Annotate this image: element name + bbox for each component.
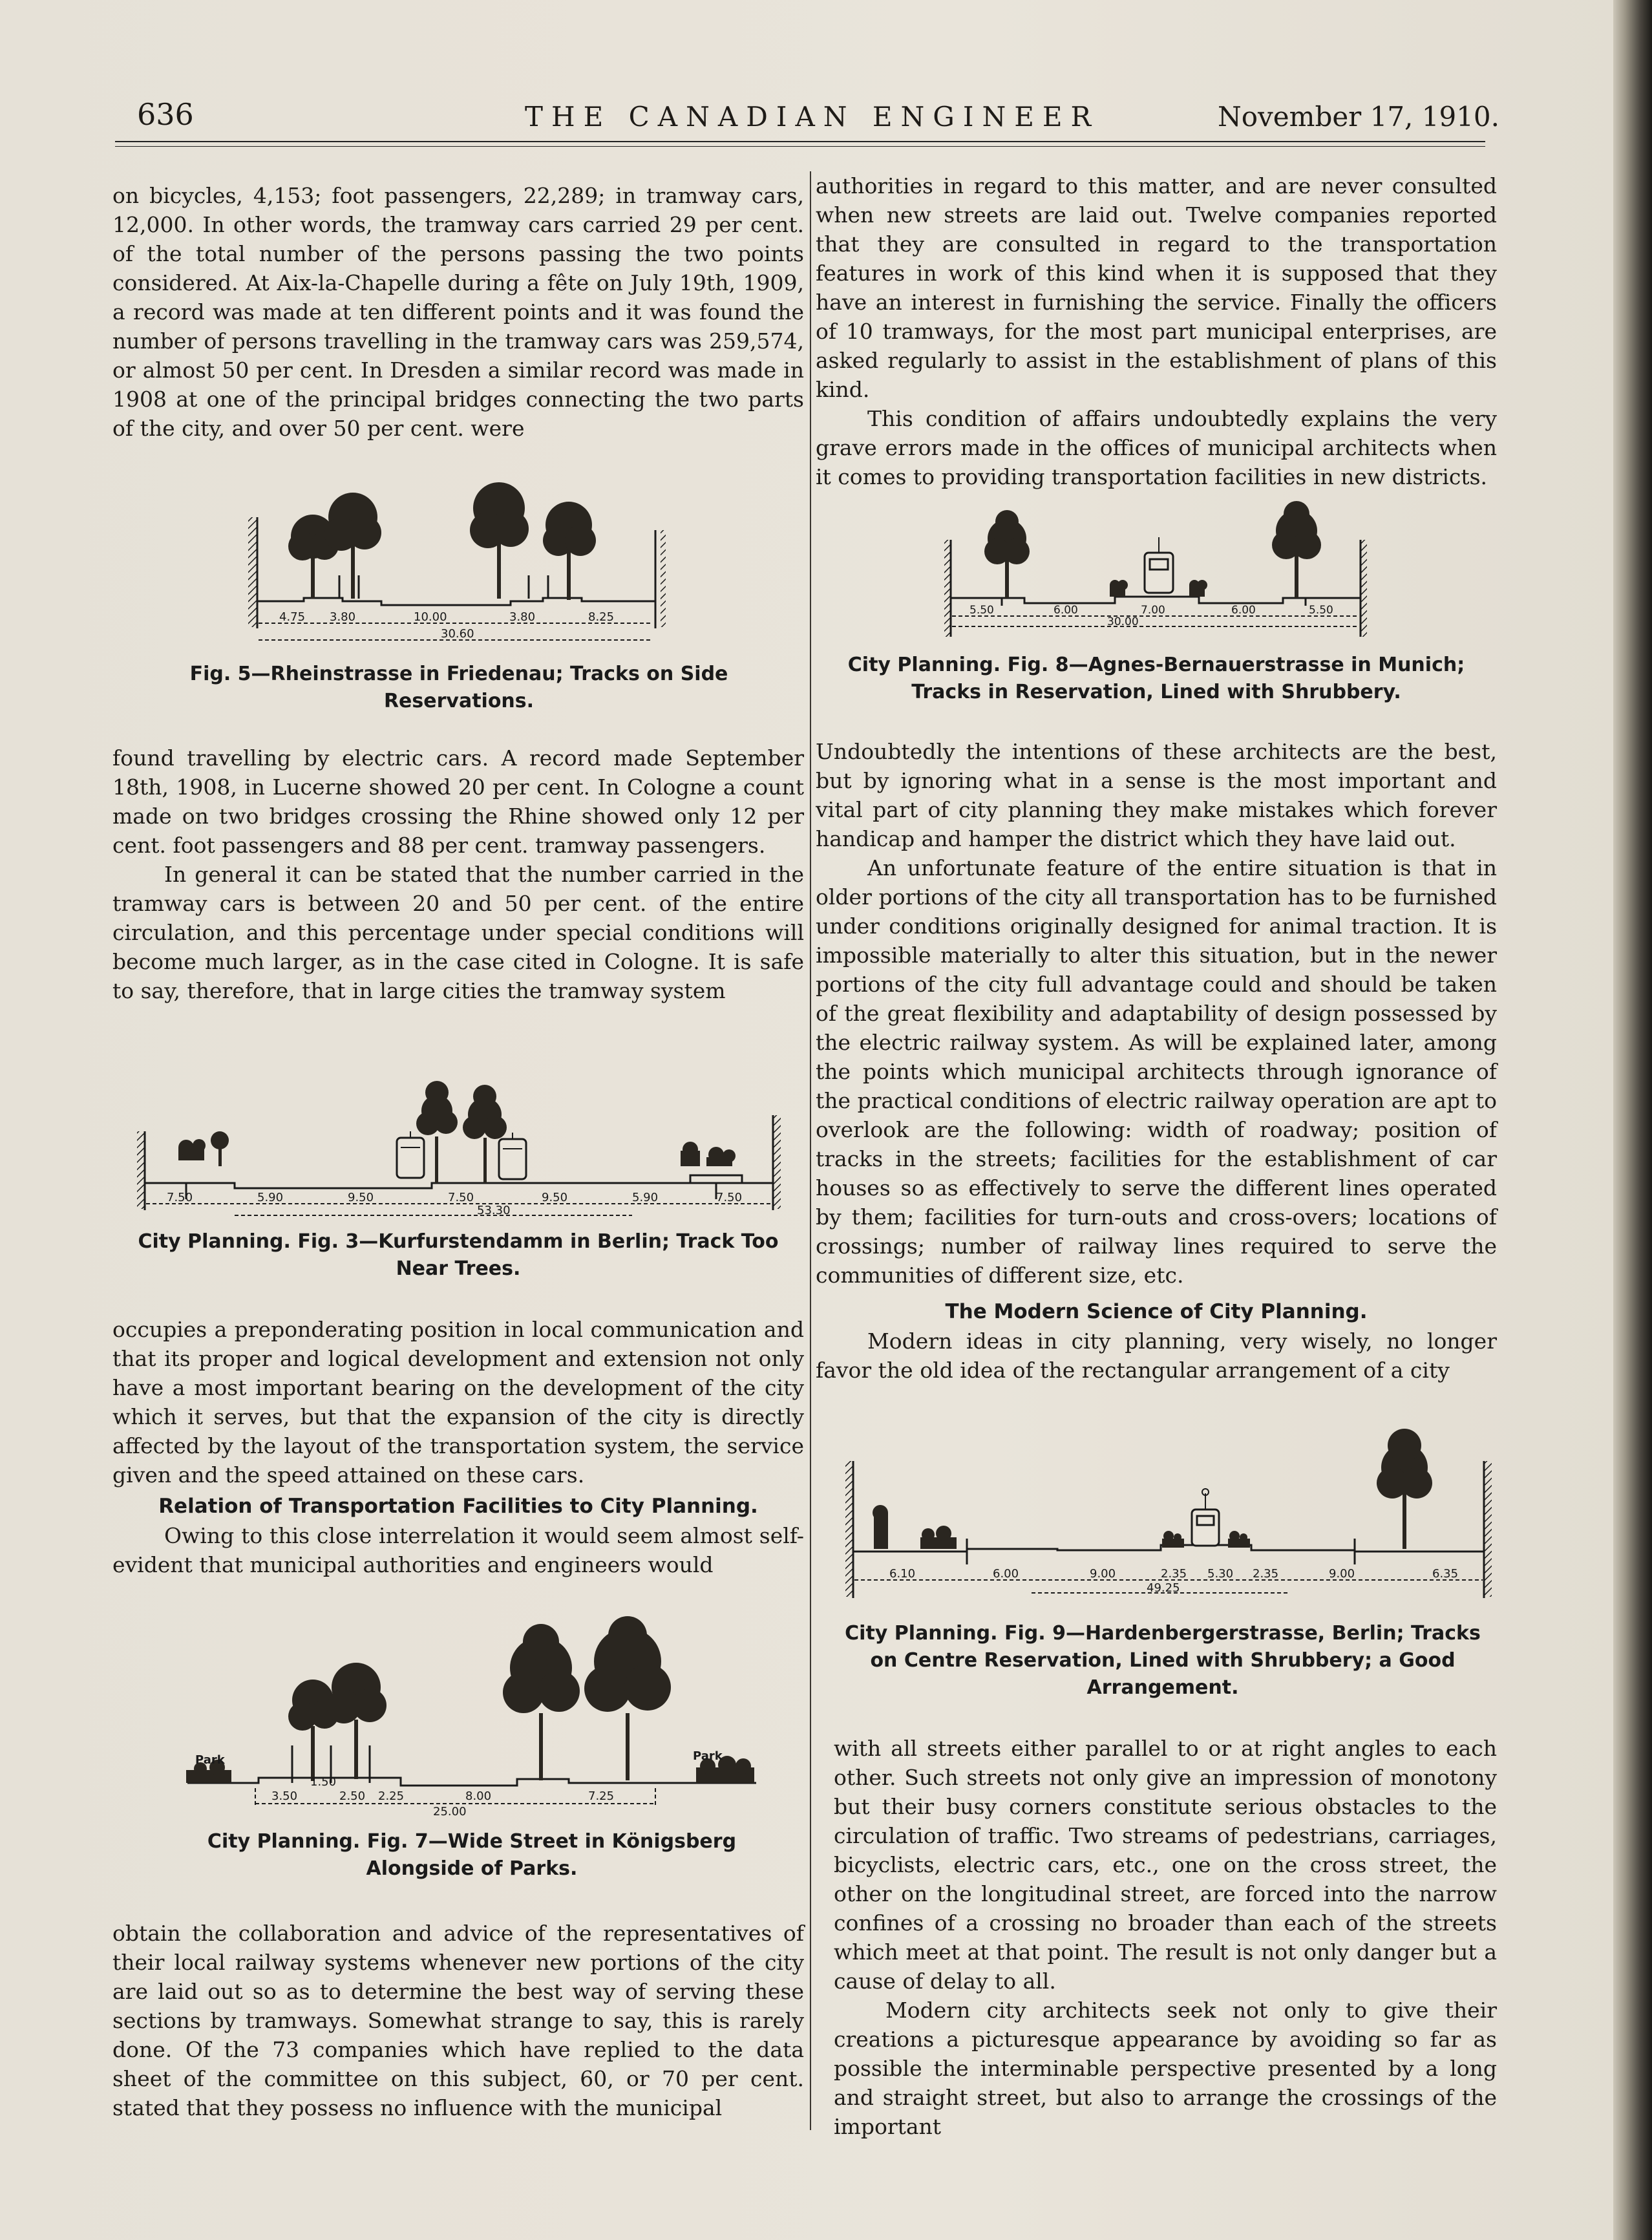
dim-label: 7.00	[1141, 604, 1165, 617]
journal-title: THE CANADIAN ENGINEER	[525, 101, 1100, 133]
dim-label: 6.35	[1432, 1567, 1459, 1581]
issue-date: November 17, 1910.	[1218, 101, 1499, 133]
right-block-1	[816, 171, 1497, 491]
section-heading: The Modern Science of City Planning.	[945, 1300, 1368, 1323]
dim-label: 5.30	[1207, 1567, 1234, 1581]
dim-label: 6.00	[1054, 604, 1078, 617]
paragraph: Undoubtedly the intentions of these architects are the best, but by ignoring what in a sense is the most important and vital part of city planning they make mistakes which forever handicap and hamper the district which they have laid out.	[816, 739, 1497, 851]
page-number: 636	[137, 97, 194, 132]
dim-label: 3.80	[330, 610, 356, 624]
dim-label: 8.25	[588, 610, 615, 624]
park-label: Park	[693, 1749, 723, 1763]
dim-label: 8.00	[465, 1789, 492, 1803]
dim-label: 6.00	[1231, 604, 1256, 617]
right-block-2	[816, 737, 1497, 1385]
figure-7-caption: City Planning. Fig. 7—Wide Street in Königsberg Alongside of Parks.	[207, 1830, 737, 1880]
dim-label: 10.00	[414, 610, 447, 624]
paragraph: obtain the collaboration and advice of the representatives of their local railway systems whenever new portions of the city are laid out so as to determine the best way of serving these sections by tramways. Somewhat strange to say, this is rarely done. Of the 73 companies which have replied to the data sheet of the committee on this subject, 60, or 70 per cent. stated that they possess no influence with the municipal	[112, 1921, 804, 2120]
dim-label: 9.50	[542, 1191, 568, 1204]
right-block-3	[834, 1734, 1497, 2141]
dim-label: 5.50	[969, 604, 994, 617]
dim-label: 7.50	[448, 1191, 474, 1204]
dim-label: 6.10	[889, 1567, 916, 1581]
paragraph: occupies a preponderating position in local communication and that its proper and logical development and extension not only have a most important bearing on the development of the city which it serves, but that the expansion of the city is directly affected by the layout of the transportation system, the service given and the speed attained on these cars.	[112, 1317, 804, 1488]
paragraph: Modern city architects seek not only to give their creations a picturesque appearance by avoiding so far as possible the interminable perspective presented by a long and straight street, but also to arrange the crossings of the important	[834, 1998, 1497, 2139]
dim-label: 5.90	[632, 1191, 659, 1204]
figure-3	[122, 1060, 794, 1228]
dim-label: 3.50	[271, 1789, 298, 1803]
figure-8-caption: City Planning. Fig. 8—Agnes-Bernauerstrasse in Munich; Tracks in Reservation, Lined with Shrubbery.	[847, 654, 1465, 703]
figure-7	[181, 1616, 763, 1817]
dim-label: 2.25	[378, 1789, 405, 1803]
dim-label: 5.90	[257, 1191, 284, 1204]
dim-total: 49.25	[1147, 1581, 1180, 1595]
figure-5-caption: Fig. 5—Rheinstrasse in Friedenau; Tracks on Side Reservations.	[189, 663, 728, 712]
header-rule	[115, 141, 1485, 142]
paragraph: Owing to this close interrelation it would seem almost self-evident that municipal authorities and engineers would	[112, 1523, 804, 1577]
dim-label: 7.50	[716, 1191, 743, 1204]
dim-total: 30.00	[1107, 615, 1139, 628]
left-block-4	[112, 1919, 804, 2122]
dim-label: 6.00	[993, 1567, 1019, 1581]
dim-label: 9.50	[348, 1191, 374, 1204]
figure-8	[940, 488, 1380, 637]
dim-total: 53.30	[477, 1204, 511, 1217]
dim-label: 9.00	[1329, 1567, 1355, 1581]
dim-label: 3.80	[509, 610, 536, 624]
paragraph: found travelling by electric cars. A record made September 18th, 1908, in Lucerne showed 20 per cent. In Cologne a count made on two bridges crossing the Rhine showed only 12 per cent. foot passengers and 88 per cent. tramway passengers.	[112, 745, 804, 858]
page-edge	[1613, 0, 1652, 2240]
dim-total: 25.00	[433, 1805, 467, 1817]
paragraph: This condition of affairs undoubtedly explains the very grave errors made in the offices of municipal architects when it comes to providing transportation facilities in new districts.	[816, 406, 1497, 489]
dim-label: 7.50	[167, 1191, 193, 1204]
column-rule	[810, 171, 811, 2130]
section-heading: Relation of Transportation Facilities to City Planning.	[158, 1495, 758, 1518]
dim-total: 30.60	[441, 627, 474, 641]
dim-label: 4.75	[279, 610, 306, 624]
dim-label: 2.50	[339, 1789, 366, 1803]
paragraph: on bicycles, 4,153; foot passengers, 22,289; in tramway cars, 12,000. In other words, the tramway cars carried 29 per cent. of the total number of the persons passing the two points considered. At Aix-la-Chapelle during a fête on July 19th, 1909, a record was made at ten different points and it was found the number of persons travelling in the tramway cars was 259,574, or almost 50 per cent. In Dresden a similar record was made in 1908 at one of the principal bridges connecting the two parts of the city, and over 50 per cent. were	[112, 183, 804, 441]
dim-label: 1.50	[310, 1775, 337, 1789]
dim-label: 2.35	[1253, 1567, 1279, 1581]
park-label: Park	[195, 1753, 225, 1767]
dim-label: 9.00	[1090, 1567, 1116, 1581]
dim-label: 2.35	[1161, 1567, 1187, 1581]
paragraph: In general it can be stated that the number carried in the tramway cars is between 20 and 50 per cent. of the entire circulation, and this percentage under special conditions will become much larger, as in the case cited in Cologne. It is safe to say, therefore, that in large cities the tramway system	[112, 862, 804, 1003]
paragraph: with all streets either parallel to or at right angles to each other. Such streets not only give an impression of monotony but their busy corners constitute serious obstacles to the circulation of traffic. Two streams of pedestrians, carriages, bicyclists, electric cars, etc., one on the cross street, the other on the longitudinal street, are forced into the narrow confines of a crossing no broader than each of the streets which meet at that point. The result is not only danger but a cause of delay to all.	[834, 1736, 1497, 1994]
dim-label: 5.50	[1309, 604, 1333, 617]
paragraph: authorities in regard to this matter, and are never consulted when new streets are laid out. Twelve companies reported that they are consulted in regard to the transportation features in work of this kind when it is supposed that they have an interest in furnishing the service. Finally the officers of 10 tramways, for the most part municipal enterprises, are asked regularly to assist in the establishment of plans of this kind.	[816, 173, 1497, 402]
dim-label: 7.25	[588, 1789, 615, 1803]
paragraph: An unfortunate feature of the entire situation is that in older portions of the city all transportation has to be furnished under conditions originally designed for animal traction. It is impossible materially to alter this situation, but in the newer portions of the city full advantage could and should be taken of the great flexibility and adaptability of design possessed by the electric railway system. As will be explained later, among the points which municipal architects through ignorance of the practical conditions of electric railway operation are apt to overlook are the following: width of roadway; position of tracks in the streets; facilities for the establishment of car houses so as effectively to serve the different lines operated by them; facilities for turn-outs and cross-overs; locations of crossings; number of railway lines required to serve the communities of different size, etc.	[816, 855, 1497, 1288]
figure-9-caption: City Planning. Fig. 9—Hardenbergerstrasse, Berlin; Tracks on Centre Reservation, Lined with Shrubbery; a Good Arrangement.	[845, 1622, 1481, 1699]
figure-9	[838, 1422, 1503, 1610]
left-block-1	[112, 181, 804, 443]
left-block-3	[112, 1315, 804, 1579]
figure-5	[239, 478, 666, 653]
left-block-2	[112, 743, 804, 1005]
paragraph: Modern ideas in city planning, very wisely, no longer favor the old idea of the rectangular arrangement of a city	[816, 1328, 1497, 1383]
figure-3-caption: City Planning. Fig. 3—Kurfurstendamm in Berlin; Track Too Near Trees.	[138, 1230, 779, 1280]
header-rule-thin	[115, 146, 1485, 147]
